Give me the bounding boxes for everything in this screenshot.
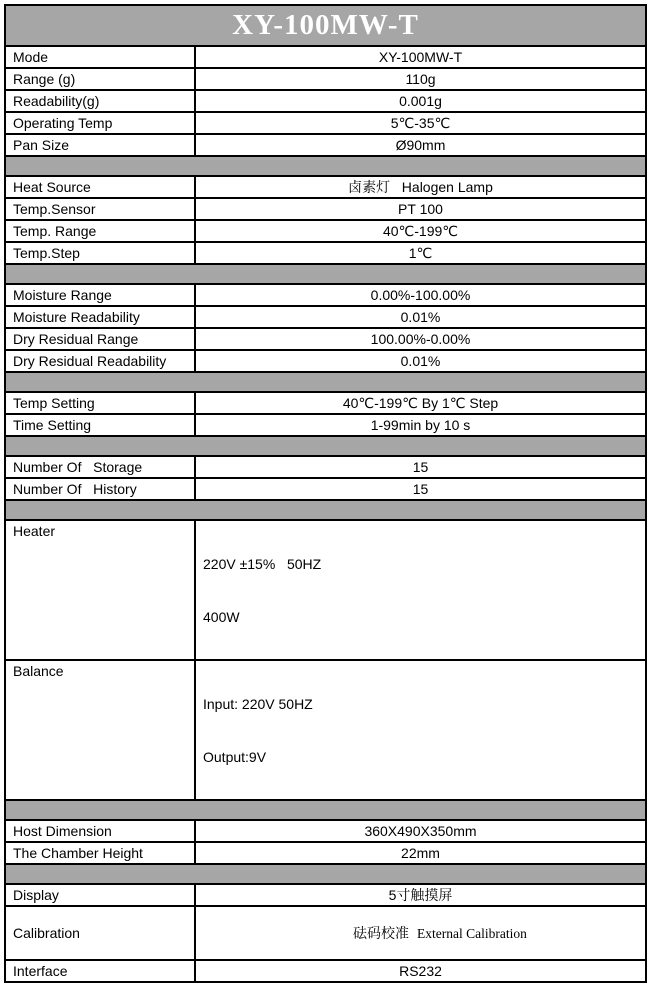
spec-label-heat-source: Heat Source [5, 176, 195, 198]
table-row [5, 906, 646, 960]
spec-label-number-of-storage: Number Of Storage [5, 456, 195, 478]
spec-value-temp-range: 40℃-199℃ [195, 220, 646, 242]
spec-label-number-of-history: Number Of History [5, 478, 195, 500]
section-divider-band [5, 372, 646, 392]
spec-value-temp-step: 1℃ [195, 242, 646, 264]
table-row [5, 520, 646, 660]
table-row [5, 242, 646, 264]
spec-label-display: Display [5, 884, 195, 906]
table-row [5, 90, 646, 112]
spec-label-range: Range (g) [5, 68, 195, 90]
spec-label-dry-residual-range: Dry Residual Range [5, 328, 195, 350]
spec-label-moisture-readability: Moisture Readability [5, 306, 195, 328]
table-row [5, 46, 646, 68]
spec-value-number-of-storage: 15 [195, 456, 646, 478]
section-divider-band [5, 156, 646, 176]
section-divider-band [5, 264, 646, 284]
table-row [5, 350, 646, 372]
section-divider-band [5, 864, 646, 884]
heater-line-1: 220V ±15% 50HZ [203, 556, 322, 572]
spec-label-calibration: Calibration [5, 906, 195, 960]
spec-label-chamber-height: The Chamber Height [5, 842, 195, 864]
spec-label-moisture-range: Moisture Range [5, 284, 195, 306]
spec-label-temp-step: Temp.Step [5, 242, 195, 264]
spec-label-dry-residual-readability: Dry Residual Readability [5, 350, 195, 372]
specification-table [4, 4, 647, 983]
spec-value-time-setting: 1-99min by 10 s [195, 414, 646, 436]
spec-value-calibration [195, 906, 646, 960]
spec-value-temp-sensor: PT 100 [195, 198, 646, 220]
spec-value-dry-residual-readability: 0.01% [195, 350, 646, 372]
spec-value-pan-size: Ø90mm [195, 134, 646, 156]
page-title: XY-100MW-T [5, 5, 646, 46]
spec-label-operating-temp: Operating Temp [5, 112, 195, 134]
table-row [5, 392, 646, 414]
table-row [5, 306, 646, 328]
spec-label-mode: Mode [5, 46, 195, 68]
spec-value-operating-temp: 5℃-35℃ [195, 112, 646, 134]
spec-value-display: 5寸触摸屏 [195, 884, 646, 906]
calibration-english-text: External Calibration [417, 926, 527, 941]
section-divider [5, 500, 646, 520]
table-row [5, 820, 646, 842]
spec-value-balance [195, 660, 646, 800]
spec-label-pan-size: Pan Size [5, 134, 195, 156]
spec-label-heater: Heater [5, 520, 195, 660]
table-row [5, 884, 646, 906]
spec-label-time-setting: Time Setting [5, 414, 195, 436]
section-divider [5, 436, 646, 456]
section-divider [5, 372, 646, 392]
table-title-row [5, 5, 646, 46]
spec-value-heater [195, 520, 646, 660]
spec-value-dry-residual-range: 100.00%-0.00% [195, 328, 646, 350]
spec-value-moisture-range: 0.00%-100.00% [195, 284, 646, 306]
section-divider [5, 156, 646, 176]
table-row [5, 660, 646, 800]
heater-line-2: 400W [203, 609, 240, 625]
spec-value-range: 110g [195, 68, 646, 90]
spec-value-chamber-height: 22mm [195, 842, 646, 864]
section-divider-band [5, 800, 646, 820]
spec-value-readability: 0.001g [195, 90, 646, 112]
spec-value-number-of-history: 15 [195, 478, 646, 500]
spec-label-interface: Interface [5, 960, 195, 982]
spec-value-host-dimension: 360X490X350mm [195, 820, 646, 842]
table-row [5, 220, 646, 242]
section-divider [5, 864, 646, 884]
balance-line-1: Input: 220V 50HZ [203, 696, 313, 712]
table-row [5, 134, 646, 156]
spec-value-moisture-readability: 0.01% [195, 306, 646, 328]
table-row [5, 328, 646, 350]
table-row [5, 456, 646, 478]
table-row [5, 478, 646, 500]
balance-line-2: Output:9V [203, 749, 267, 765]
spec-label-temp-setting: Temp Setting [5, 392, 195, 414]
table-row [5, 414, 646, 436]
spec-label-temp-sensor: Temp.Sensor [5, 198, 195, 220]
table-row [5, 198, 646, 220]
section-divider [5, 800, 646, 820]
table-row [5, 68, 646, 90]
spec-value-interface: RS232 [195, 960, 646, 982]
section-divider [5, 264, 646, 284]
table-row [5, 284, 646, 306]
table-row [5, 112, 646, 134]
spec-label-balance: Balance [5, 660, 195, 800]
spec-label-temp-range: Temp. Range [5, 220, 195, 242]
table-row [5, 176, 646, 198]
spec-value-mode: XY-100MW-T [195, 46, 646, 68]
calibration-chinese-text: 砝码校准 [353, 925, 410, 941]
table-row [5, 960, 646, 982]
spec-label-host-dimension: Host Dimension [5, 820, 195, 842]
spec-value-heat-source: 卤素灯 Halogen Lamp [195, 176, 646, 198]
table-row [5, 842, 646, 864]
section-divider-band [5, 500, 646, 520]
spec-label-readability: Readability(g) [5, 90, 195, 112]
spec-value-temp-setting: 40℃-199℃ By 1℃ Step [195, 392, 646, 414]
section-divider-band [5, 436, 646, 456]
